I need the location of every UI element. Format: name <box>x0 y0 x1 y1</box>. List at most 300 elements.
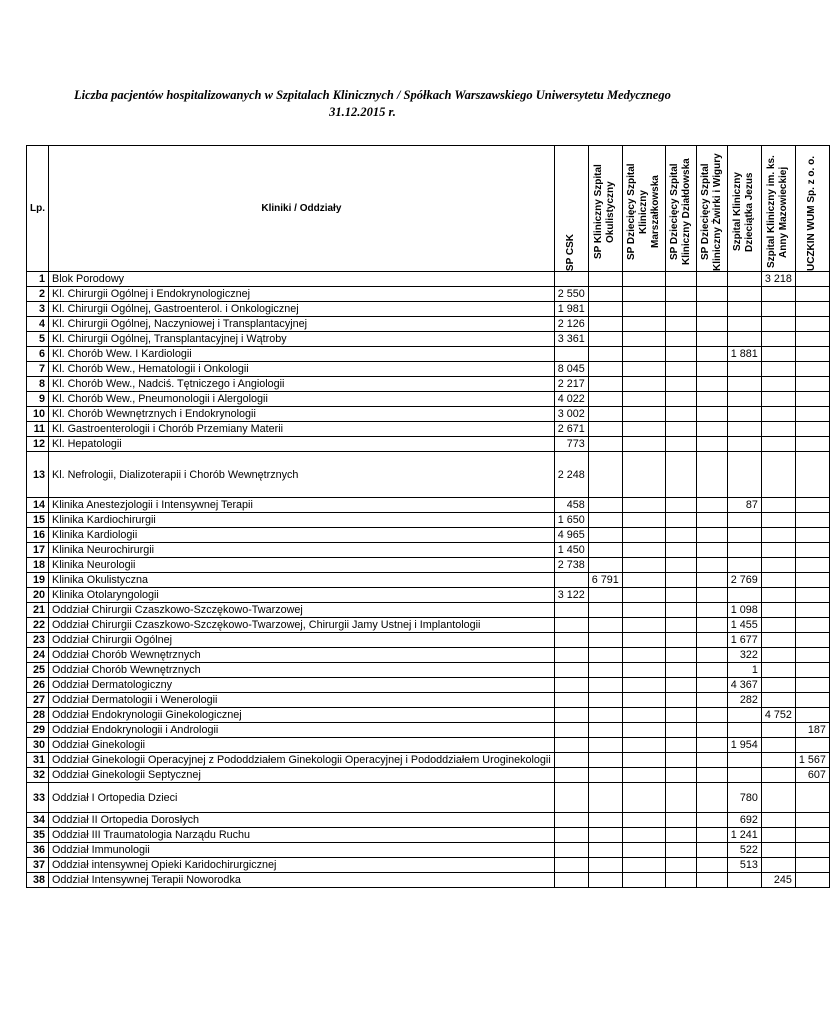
value-cell <box>665 828 696 843</box>
value-cell <box>622 783 665 813</box>
row-department-name <box>49 452 555 498</box>
value-cell <box>588 287 622 302</box>
value-cell <box>696 452 727 498</box>
value-cell <box>554 347 588 362</box>
value-cell <box>665 783 696 813</box>
value-cell <box>588 272 622 287</box>
title-date: 31.12.2015 r. <box>329 105 396 119</box>
value-cell <box>622 272 665 287</box>
value-cell <box>727 768 761 783</box>
value-cell: 2 248 <box>554 452 588 498</box>
value-cell: 87 <box>727 498 761 513</box>
row-number: 25 <box>27 663 49 678</box>
value-cell <box>554 783 588 813</box>
value-cell <box>588 377 622 392</box>
value-cell <box>665 753 696 768</box>
table-row <box>27 498 830 513</box>
value-cell: 4 367 <box>727 678 761 693</box>
value-cell <box>554 618 588 633</box>
value-cell <box>795 708 829 723</box>
value-cell <box>761 573 795 588</box>
row-number: 10 <box>27 407 49 422</box>
table-row <box>27 678 830 693</box>
table-row <box>27 528 830 543</box>
value-cell <box>696 347 727 362</box>
row-number: 31 <box>27 753 49 768</box>
row-department-name <box>49 768 555 783</box>
value-cell <box>795 287 829 302</box>
value-cell <box>665 813 696 828</box>
value-cell <box>696 663 727 678</box>
value-cell <box>588 753 622 768</box>
value-cell <box>761 753 795 768</box>
header-name: Kliniki / Oddziały <box>49 146 555 272</box>
row-department-name <box>49 437 555 452</box>
department-name-text: Kl. Chirurgii Ogólnej, Gastroenterol. i Onkologicznej <box>52 303 299 315</box>
value-cell <box>795 437 829 452</box>
value-cell <box>554 738 588 753</box>
table-row <box>27 287 830 302</box>
row-department-name <box>49 377 555 392</box>
header-col-label: UCZKIN WUM Sp. z o. o. <box>806 156 818 271</box>
header-col-label: SP Dziecięcy Szpital Kliniczny Marszałkowska <box>625 163 661 261</box>
value-cell: 3 122 <box>554 588 588 603</box>
header-col-anny-mazowieckiej <box>761 146 795 272</box>
value-cell: 3 002 <box>554 407 588 422</box>
value-cell <box>795 843 829 858</box>
row-department-name <box>49 558 555 573</box>
department-name-text: Kl. Hepatologii <box>52 438 122 450</box>
value-cell <box>727 558 761 573</box>
department-name-text: Oddział Endokrynologii Ginekologicznej <box>52 709 242 721</box>
row-number: 28 <box>27 708 49 723</box>
value-cell <box>665 873 696 888</box>
value-cell <box>761 392 795 407</box>
value-cell: 1 981 <box>554 302 588 317</box>
value-cell <box>588 528 622 543</box>
value-cell <box>761 738 795 753</box>
value-cell <box>665 618 696 633</box>
value-cell <box>622 693 665 708</box>
value-cell <box>665 452 696 498</box>
value-cell <box>696 422 727 437</box>
value-cell: 3 361 <box>554 332 588 347</box>
value-cell <box>665 768 696 783</box>
value-cell <box>588 422 622 437</box>
table-row <box>27 422 830 437</box>
value-cell: 692 <box>727 813 761 828</box>
value-cell <box>665 588 696 603</box>
row-department-name <box>49 723 555 738</box>
value-cell <box>554 873 588 888</box>
value-cell <box>554 678 588 693</box>
row-number: 5 <box>27 332 49 347</box>
row-department-name <box>49 302 555 317</box>
table-row <box>27 768 830 783</box>
value-cell: 513 <box>727 858 761 873</box>
department-name-text: Kl. Chorób Wew., Nadciś. Tętniczego i Angiologii <box>52 378 285 390</box>
value-cell <box>665 347 696 362</box>
value-cell <box>761 663 795 678</box>
value-cell <box>588 452 622 498</box>
row-number: 33 <box>27 783 49 813</box>
row-number: 12 <box>27 437 49 452</box>
department-name-text: Kl. Chorób Wew. I Kardiologii <box>52 348 192 360</box>
value-cell <box>588 813 622 828</box>
value-cell <box>554 828 588 843</box>
value-cell <box>588 558 622 573</box>
value-cell <box>554 753 588 768</box>
value-cell <box>588 783 622 813</box>
value-cell <box>696 618 727 633</box>
value-cell <box>795 347 829 362</box>
department-name-text: Oddział Chirurgii Czaszkowo-Szczękowo-Twarzowej, Chirurgii Jamy Ustnej i Implantologii <box>52 619 481 631</box>
value-cell <box>761 618 795 633</box>
table-row <box>27 347 830 362</box>
row-number: 30 <box>27 738 49 753</box>
table-row <box>27 873 830 888</box>
value-cell <box>588 347 622 362</box>
row-number: 16 <box>27 528 49 543</box>
value-cell <box>727 513 761 528</box>
value-cell <box>761 377 795 392</box>
value-cell <box>588 302 622 317</box>
value-cell <box>761 452 795 498</box>
header-col-label: SP Dziecięcy Szpital Kliniczny Działdowska <box>668 158 692 266</box>
value-cell <box>622 708 665 723</box>
row-department-name <box>49 858 555 873</box>
row-department-name <box>49 332 555 347</box>
department-name-text: Oddział Ginekologii <box>52 739 146 751</box>
department-name-text: Oddział Intensywnej Terapii Noworodka <box>52 874 241 886</box>
value-cell <box>665 678 696 693</box>
value-cell <box>696 843 727 858</box>
table-row <box>27 362 830 377</box>
value-cell <box>588 723 622 738</box>
value-cell <box>696 573 727 588</box>
value-cell <box>761 678 795 693</box>
value-cell <box>665 498 696 513</box>
value-cell <box>622 723 665 738</box>
department-name-text: Kl. Chorób Wew., Hematologii i Onkologii <box>52 363 249 375</box>
value-cell <box>696 437 727 452</box>
row-department-name <box>49 633 555 648</box>
value-cell <box>795 362 829 377</box>
value-cell <box>761 498 795 513</box>
value-cell <box>588 332 622 347</box>
value-cell <box>795 272 829 287</box>
row-number: 35 <box>27 828 49 843</box>
value-cell <box>795 873 829 888</box>
row-department-name <box>49 678 555 693</box>
value-cell <box>588 873 622 888</box>
department-name-text: Oddział Ginekologii Operacyjnej z Pododdziałem Ginekologii Operacyjnej i Pododdziałem Uroginekologii <box>52 754 551 766</box>
value-cell <box>665 317 696 332</box>
value-cell <box>588 708 622 723</box>
department-name-text: Klinika Neurochirurgii <box>52 544 155 556</box>
value-cell <box>727 362 761 377</box>
value-cell <box>622 437 665 452</box>
value-cell <box>588 858 622 873</box>
value-cell <box>761 828 795 843</box>
value-cell <box>696 783 727 813</box>
table-row <box>27 663 830 678</box>
value-cell: 1 677 <box>727 633 761 648</box>
table-body <box>27 272 830 888</box>
value-cell <box>795 828 829 843</box>
department-name-text: Kl. Chorób Wewnętrznych i Endokrynologii <box>52 408 256 420</box>
value-cell <box>795 783 829 813</box>
value-cell <box>554 813 588 828</box>
value-cell <box>761 287 795 302</box>
value-cell <box>622 588 665 603</box>
value-cell <box>622 528 665 543</box>
row-number: 4 <box>27 317 49 332</box>
value-cell <box>727 753 761 768</box>
row-department-name <box>49 648 555 663</box>
department-name-text: Oddział Chirurgii Czaszkowo-Szczękowo-Twarzowej <box>52 604 303 616</box>
department-name-text: Klinika Okulistyczna <box>52 574 149 586</box>
value-cell <box>665 633 696 648</box>
value-cell <box>588 678 622 693</box>
value-cell <box>622 738 665 753</box>
value-cell <box>622 422 665 437</box>
row-department-name <box>49 422 555 437</box>
row-department-name <box>49 362 555 377</box>
value-cell <box>727 377 761 392</box>
value-cell <box>761 768 795 783</box>
value-cell <box>696 813 727 828</box>
value-cell <box>588 588 622 603</box>
value-cell <box>696 302 727 317</box>
value-cell <box>795 392 829 407</box>
value-cell: 2 217 <box>554 377 588 392</box>
value-cell <box>665 558 696 573</box>
value-cell <box>795 407 829 422</box>
header-lp: Lp. <box>27 146 49 272</box>
value-cell <box>665 377 696 392</box>
row-number: 23 <box>27 633 49 648</box>
value-cell <box>727 272 761 287</box>
value-cell <box>795 377 829 392</box>
value-cell: 458 <box>554 498 588 513</box>
row-department-name <box>49 543 555 558</box>
value-cell <box>761 813 795 828</box>
value-cell <box>795 317 829 332</box>
row-department-name <box>49 603 555 618</box>
value-cell <box>795 678 829 693</box>
row-department-name <box>49 708 555 723</box>
value-cell <box>761 783 795 813</box>
value-cell <box>761 843 795 858</box>
value-cell <box>761 603 795 618</box>
value-cell <box>588 543 622 558</box>
value-cell <box>727 332 761 347</box>
value-cell: 773 <box>554 437 588 452</box>
value-cell: 322 <box>727 648 761 663</box>
row-number: 34 <box>27 813 49 828</box>
value-cell <box>622 347 665 362</box>
value-cell <box>554 633 588 648</box>
value-cell <box>761 588 795 603</box>
table-row <box>27 828 830 843</box>
value-cell <box>554 272 588 287</box>
row-department-name <box>49 528 555 543</box>
department-name-text: Klinika Neurologii <box>52 559 136 571</box>
row-number: 38 <box>27 873 49 888</box>
value-cell <box>665 858 696 873</box>
value-cell: 8 045 <box>554 362 588 377</box>
row-department-name <box>49 392 555 407</box>
value-cell <box>622 452 665 498</box>
value-cell <box>554 858 588 873</box>
value-cell <box>696 317 727 332</box>
row-number: 37 <box>27 858 49 873</box>
row-number: 14 <box>27 498 49 513</box>
value-cell <box>795 648 829 663</box>
value-cell: 1 450 <box>554 543 588 558</box>
value-cell <box>622 362 665 377</box>
value-cell <box>588 738 622 753</box>
row-department-name <box>49 618 555 633</box>
value-cell <box>665 663 696 678</box>
header-col-marszalkowska <box>622 146 665 272</box>
value-cell <box>665 738 696 753</box>
header-col-okulistyczny <box>588 146 622 272</box>
row-number: 3 <box>27 302 49 317</box>
value-cell <box>795 452 829 498</box>
value-cell <box>588 828 622 843</box>
department-name-text: Oddział Dermatologii i Wenerologii <box>52 694 218 706</box>
value-cell <box>554 768 588 783</box>
row-department-name <box>49 317 555 332</box>
value-cell: 2 769 <box>727 573 761 588</box>
value-cell <box>795 332 829 347</box>
value-cell <box>696 513 727 528</box>
header-col-uczkin <box>795 146 829 272</box>
department-name-text: Kl. Chirurgii Ogólnej i Endokrynologicznej <box>52 288 251 300</box>
value-cell <box>727 422 761 437</box>
value-cell <box>696 272 727 287</box>
value-cell: 245 <box>761 873 795 888</box>
value-cell <box>696 332 727 347</box>
header-col-label: SP Dziecięcy Szpital Kliniczny Żwirki i Wigury <box>699 153 723 271</box>
value-cell <box>665 693 696 708</box>
value-cell <box>761 437 795 452</box>
value-cell: 4 965 <box>554 528 588 543</box>
value-cell <box>622 648 665 663</box>
table-row <box>27 603 830 618</box>
value-cell <box>761 858 795 873</box>
value-cell <box>761 362 795 377</box>
value-cell <box>761 648 795 663</box>
row-department-name <box>49 783 555 813</box>
department-name-text: Oddział II Ortopedia Dorosłych <box>52 814 200 826</box>
table-row <box>27 738 830 753</box>
value-cell: 2 126 <box>554 317 588 332</box>
value-cell <box>761 347 795 362</box>
table-row <box>27 648 830 663</box>
value-cell: 2 738 <box>554 558 588 573</box>
value-cell <box>761 332 795 347</box>
value-cell <box>696 528 727 543</box>
value-cell <box>795 422 829 437</box>
patients-table <box>26 145 830 888</box>
value-cell <box>696 558 727 573</box>
value-cell: 2 550 <box>554 287 588 302</box>
department-name-text: Kl. Gastroenterologii i Chorób Przemiany Materii <box>52 423 284 435</box>
value-cell <box>622 753 665 768</box>
row-number: 13 <box>27 452 49 498</box>
value-cell: 1 <box>727 663 761 678</box>
value-cell <box>696 377 727 392</box>
value-cell <box>727 287 761 302</box>
value-cell <box>761 558 795 573</box>
value-cell <box>588 498 622 513</box>
row-number: 29 <box>27 723 49 738</box>
row-department-name <box>49 693 555 708</box>
table-row <box>27 693 830 708</box>
value-cell <box>795 693 829 708</box>
value-cell <box>588 317 622 332</box>
value-cell <box>554 723 588 738</box>
value-cell <box>696 648 727 663</box>
table-row <box>27 573 830 588</box>
value-cell: 282 <box>727 693 761 708</box>
value-cell <box>622 287 665 302</box>
value-cell <box>795 588 829 603</box>
value-cell <box>665 708 696 723</box>
value-cell <box>795 858 829 873</box>
row-number: 19 <box>27 573 49 588</box>
table-row <box>27 317 830 332</box>
value-cell <box>665 513 696 528</box>
value-cell <box>554 708 588 723</box>
value-cell: 1 098 <box>727 603 761 618</box>
value-cell <box>696 633 727 648</box>
value-cell <box>795 633 829 648</box>
value-cell <box>622 813 665 828</box>
department-name-text: Kl. Chirurgii Ogólnej, Transplantacyjnej i Wątroby <box>52 333 287 345</box>
value-cell <box>761 317 795 332</box>
value-cell <box>696 708 727 723</box>
value-cell: 3 218 <box>761 272 795 287</box>
value-cell <box>622 317 665 332</box>
department-name-text: Blok Porodowy <box>52 273 125 285</box>
department-name-text: Oddział Ginekologii Septycznej <box>52 769 201 781</box>
header-col-sp-csk <box>554 146 588 272</box>
value-cell <box>588 843 622 858</box>
department-name-text: Oddział Chorób Wewnętrznych <box>52 649 201 661</box>
value-cell <box>761 693 795 708</box>
row-number: 36 <box>27 843 49 858</box>
value-cell <box>696 588 727 603</box>
row-department-name <box>49 738 555 753</box>
value-cell: 522 <box>727 843 761 858</box>
row-number: 6 <box>27 347 49 362</box>
value-cell: 2 671 <box>554 422 588 437</box>
value-cell: 1 650 <box>554 513 588 528</box>
value-cell: 1 567 <box>795 753 829 768</box>
value-cell <box>622 828 665 843</box>
value-cell <box>665 407 696 422</box>
title-line-1: Liczba pacjentów hospitalizowanych w Szpitalach Klinicznych / Spółkach Warszawskiego Uniwersytetu Medycznego <box>74 88 671 102</box>
value-cell <box>665 332 696 347</box>
table-row <box>27 783 830 813</box>
table-row <box>27 392 830 407</box>
value-cell <box>588 693 622 708</box>
row-number: 2 <box>27 287 49 302</box>
